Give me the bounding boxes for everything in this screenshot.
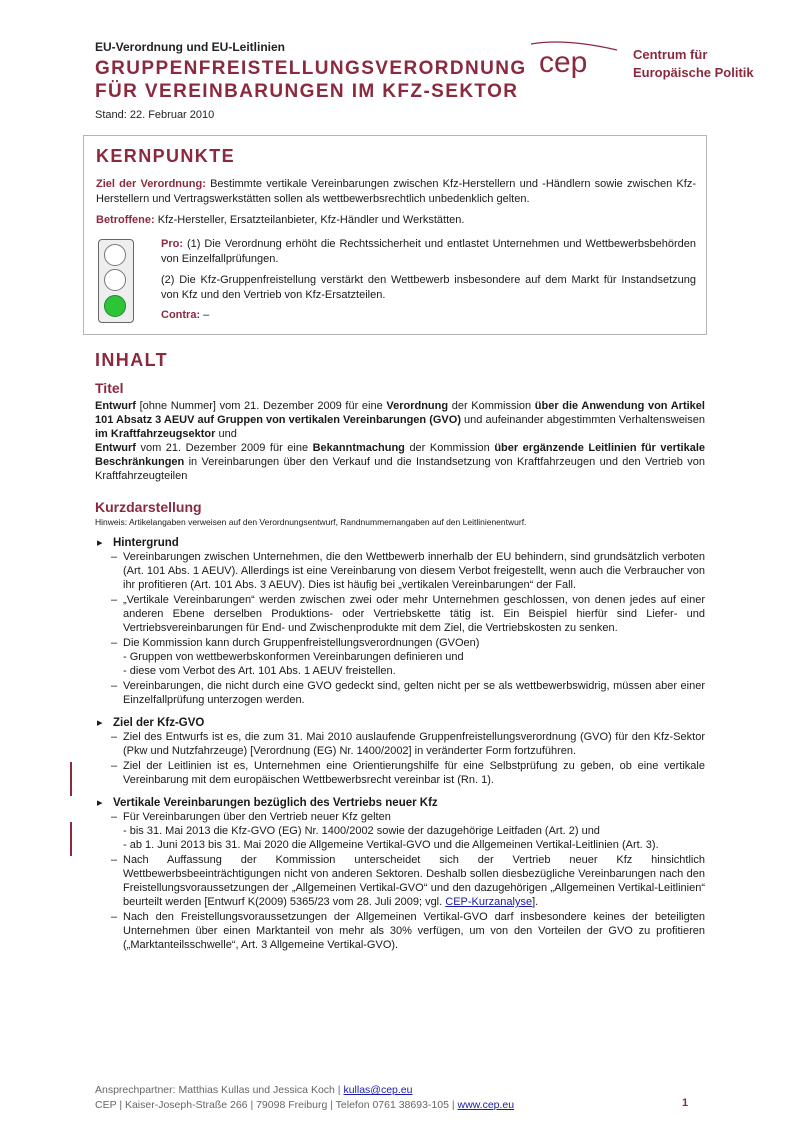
footer-contact bbox=[95, 1083, 695, 1098]
list-item bbox=[123, 636, 705, 678]
sub-item: - bis 31. Mai 2013 die Kfz-GVO (EG) Nr. 1400/2002 sowie der dazugehörige Leitfaden (Art. 2) und bbox=[123, 825, 600, 837]
document-title-line-2: FÜR VEREINBARUNGEN IM KFZ-SEKTOR bbox=[95, 81, 519, 102]
contra-text: – bbox=[203, 309, 210, 321]
svg-text:cep: cep bbox=[539, 46, 588, 79]
cep-logo-mark-icon bbox=[525, 40, 625, 86]
traffic-light-top-off bbox=[104, 244, 126, 266]
traffic-light-icon bbox=[98, 239, 134, 323]
section-ziel-kfz-gvo bbox=[95, 717, 705, 787]
kernpunkte-pro-2: (2) Die Kfz-Gruppenfreistellung verstärkt den Wettbewerb insbesondere auf dem Markt für Instandsetzung von Kfz und den Vertrieb von Kfz-Ersatzteilen. bbox=[161, 274, 696, 301]
section-heading: ▸ Vertikale Vereinbarungen bezüglich des Vertriebs neuer Kfz bbox=[95, 797, 705, 809]
footer-email-link[interactable]: kullas@cep.eu bbox=[343, 1084, 413, 1096]
list-item-text: Für Vereinbarungen über den Vertrieb neuer Kfz gelten bbox=[123, 811, 391, 823]
sub-item: - Gruppen von wettbewerbskonformen Vereinbarungen definieren und bbox=[123, 651, 464, 663]
section-vertrieb-neuer-kfz bbox=[95, 797, 705, 952]
titel-p1-h: und bbox=[215, 428, 237, 440]
list-item-text: Nach Auffassung der Kommission unterscheidet sich der Vertrieb neuer Kfz hinsichtlich Wettbewerbsbeeinträchtigungen nicht von anderen Sektoren. Deshalb sollen diesbezügliche Vereinbarungen nach den Freistellungsvoraussetzungen der „Allgemeinen Vertikal-GVO“ und den dazugehörigen „Allgemeinen Vertikal-Leitlinien“ beurteilt werden [Entwurf K(2009) 5365/23 vom 28. Juli 2009; vgl. bbox=[123, 854, 705, 908]
contra-label: Contra: bbox=[161, 309, 201, 321]
section-hintergrund bbox=[95, 537, 705, 707]
kernpunkte-betroffene bbox=[96, 213, 696, 228]
titel-p2-f: in Vereinbarungen über den Verkauf und die Instandsetzung von Kraftfahrzeugen und den Vertrieb von Kraftfahrzeugteilen bbox=[95, 456, 705, 482]
list-item: – Ziel der Leitlinien ist es, Unternehmen eine Orientierungshilfe für eine Selbstprüfung zu geben, ob eine vertikale Vereinbarung mit dem europäischen Wettbewerbsrecht vereinbar ist (Rn. 1). bbox=[123, 759, 705, 787]
document-category: EU-Verordnung und EU-Leitlinien bbox=[95, 40, 285, 54]
titel-p2-e: über ergänzende Leitlinien für vertikale Beschränkungen bbox=[95, 442, 705, 468]
ziel-text: Bestimmte vertikale Vereinbarungen zwischen Kfz-Herstellern und -Händlern sowie zwischen Kfz-Herstellern und Vertragswerkstätten sollen als wettbewerbsrechtlich unbedenklich gelten. bbox=[96, 178, 696, 205]
titel-p1-d: der Kommission bbox=[448, 400, 535, 412]
section-heading: ▸ Ziel der Kfz-GVO bbox=[95, 717, 705, 729]
traffic-light-bottom-green bbox=[104, 295, 126, 317]
titel-p1-c: Verordnung bbox=[386, 400, 449, 412]
footer-address-text: CEP | Kaiser-Joseph-Straße 266 | 79098 Freiburg | Telefon 0761 38693-105 | bbox=[95, 1099, 458, 1111]
betroffene-label: Betroffene: bbox=[96, 214, 155, 226]
kurzdarstellung-heading: Kurzdarstellung bbox=[95, 499, 202, 515]
document-title-line-1: GRUPPENFREISTELLUNGSVERORDNUNG bbox=[95, 58, 527, 79]
page-number: 1 bbox=[682, 1097, 689, 1109]
betroffene-text: Kfz-Hersteller, Ersatzteilanbieter, Kfz-Händler und Werkstätten. bbox=[157, 214, 465, 226]
kernpunkte-box bbox=[83, 135, 707, 335]
titel-text bbox=[95, 399, 705, 483]
sub-item: - diese vom Verbot des Art. 101 Abs. 1 AEUV freistellen. bbox=[123, 665, 396, 677]
kernpunkte-title: KERNPUNKTE bbox=[96, 146, 236, 166]
footer-contact-text: Ansprechpartner: Matthias Kullas und Jessica Koch | bbox=[95, 1084, 344, 1096]
sub-item: - ab 1. Juni 2013 bis 31. Mai 2020 die Allgemeine Vertikal-GVO und die Allgemeinen Vertikal-Leitlinien (Art. 3). bbox=[123, 839, 659, 851]
page-footer bbox=[95, 1083, 695, 1113]
list-item-text-end: ]. bbox=[532, 896, 539, 908]
kernpunkte-ziel bbox=[96, 177, 696, 207]
titel-p1-e: über die Anwendung von Artikel 101 Absatz 3 AEUV auf Gruppen von vertikalen Vereinbarungen (GVO) bbox=[95, 400, 705, 426]
list-item bbox=[123, 810, 705, 852]
hinweis-note: Hinweis: Artikelangaben verweisen auf den Verordnungsentwurf, Randnummernangaben auf den Leitlinienentwurf. bbox=[95, 517, 527, 527]
document-date: Stand: 22. Februar 2010 bbox=[95, 109, 215, 121]
change-bar bbox=[70, 762, 72, 796]
ziel-label: Ziel der Verordnung: bbox=[96, 178, 206, 190]
list-item: – Vereinbarungen zwischen Unternehmen, die den Wettbewerb innerhalb der EU behindern, sind grundsätzlich verboten (Art. 101 Abs. 1 AEUV). Allerdings ist eine Vereinbarung von diesem Verbot freigestellt, wenn auch die Verbraucher von ihr profitieren (Art. 101 Abs. 3 AEUV). Dies ist häufig bei „vertikalen Vereinbarungen“ der Fall. bbox=[123, 550, 705, 592]
list-item bbox=[123, 853, 705, 909]
pro-1-text: (1) Die Verordnung erhöht die Rechtssicherheit und entlastet Unternehmen und Wettbewerbsbehörden von Einzelfallprüfungen. bbox=[161, 238, 696, 265]
section-heading: ▸ Hintergrund bbox=[95, 537, 705, 549]
footer-website-link[interactable]: www.cep.eu bbox=[457, 1099, 515, 1111]
traffic-light-middle-off bbox=[104, 269, 126, 291]
list-item: – Nach den Freistellungsvoraussetzungen der Allgemeinen Vertikal-GVO darf insbesondere keines der beteiligten Unternehmen über einen Marktanteil von mehr als 30% verfügen, um von den Vorteilen der GVO zu profitieren („Marktanteilsschwelle“, Art. 3 Allgemeine Vertikal-GVO). bbox=[123, 910, 705, 952]
logo-line-1: Centrum für bbox=[633, 47, 708, 62]
footer-address bbox=[95, 1098, 695, 1113]
titel-p2-b: vom 21. Dezember 2009 für eine bbox=[135, 442, 313, 454]
list-item: – Ziel des Entwurfs ist es, die zum 31. Mai 2010 auslaufende Gruppenfreistellungsverordnung (GVO) für den Kfz-Sektor (Pkw und Nutzfahrzeuge) [Verordnung (EG) Nr. 1400/2002] in veränderter Form fortzuführen. bbox=[123, 730, 705, 758]
list-item: – „Vertikale Vereinbarungen“ werden zwischen zwei oder mehr Unternehmen geschlossen, von denen jedes auf einer anderen Ebene derselben Produktions- oder Vertriebskette tätig ist. Ein Beispiel hierfür sind Liefer- und Vertriebsvereinbarungen für End- und Zwischenprodukte mit dem Ziel, die Vertriebskosten zu senken. bbox=[123, 593, 705, 635]
titel-p1-b: [ohne Nummer] vom 21. Dezember 2009 für eine bbox=[135, 400, 387, 412]
titel-p2-a: Entwurf bbox=[95, 442, 136, 454]
inhalt-section bbox=[95, 350, 705, 953]
pro-label: Pro: bbox=[161, 238, 183, 250]
inhalt-title: INHALT bbox=[95, 350, 169, 370]
titel-p1-f: und aufeinander abgestimmten Verhaltensweisen bbox=[460, 414, 705, 426]
titel-heading: Titel bbox=[95, 380, 124, 396]
list-item-text: Die Kommission kann durch Gruppenfreistellungsverordnungen (GVOen) bbox=[123, 637, 480, 649]
kernpunkte-contra bbox=[161, 308, 696, 323]
change-bar bbox=[70, 822, 72, 856]
kernpunkte-pro-1 bbox=[161, 237, 696, 267]
titel-p2-c: Bekanntmachung bbox=[312, 442, 405, 454]
logo-line-2: Europäische Politik bbox=[633, 65, 754, 80]
cep-logo bbox=[525, 40, 785, 86]
titel-p1-a: Entwurf bbox=[95, 400, 136, 412]
cep-kurzanalyse-link[interactable]: CEP-Kurzanalyse bbox=[445, 896, 533, 908]
titel-p1-g: im Kraftfahrzeugsektor bbox=[95, 428, 216, 440]
cep-logo-text bbox=[633, 46, 754, 82]
list-item: – Vereinbarungen, die nicht durch eine GVO gedeckt sind, gelten nicht per se als wettbewerbswidrig, müssen aber einer Einzelfallprüfung unterzogen werden. bbox=[123, 679, 705, 707]
titel-p2-d: der Kommission bbox=[404, 442, 495, 454]
